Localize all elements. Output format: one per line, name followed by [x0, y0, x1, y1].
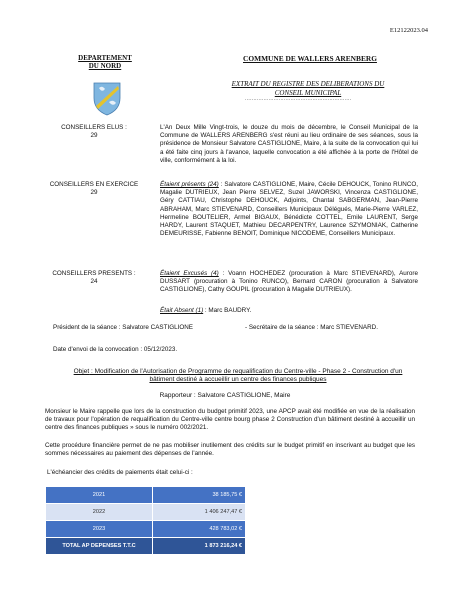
- amount-cell: 38 185,75 €: [153, 487, 246, 504]
- objet-line-2: bâtiment destiné à accueillir un centre des finances publiques: [149, 376, 327, 384]
- body-paragraph-1: Monsieur le Maire rappelle que lors de la construction du budget primitif 2023, une APCP avait été modifiée en vue de la réalisation de travaux pour l'opération de requalification du Centre-ville centre bourg phase 2 Construction d'un bâtiment destiné à accueillir un centre des finances publiques » sous le numéro 002/2021.: [45, 408, 415, 432]
- session-paragraph: L'An Deux Mille Vingt-trois, le douze du mois de décembre, le Conseil Municipal de la Commune de WALLERS ARENBERG s'est réuni au lieu ordinaire de ses séances, sous la présidence de Monsieur Salvatore CASTIGLIONE, Maire, à la suite de la convocation qui lui a été faite cinq jours à l'avance, laquelle convocation a été affichée à la porte de l'Hôtel de ville, conformément à la loi.: [160, 124, 418, 164]
- absent-heading: Était Absent (1): [160, 307, 204, 314]
- elus-label-text: CONSEILLERS ELUS :: [61, 124, 127, 131]
- dotted-separator: ...............................................................: [245, 96, 352, 102]
- present-count: 24: [90, 278, 98, 285]
- department-heading: [60, 54, 150, 70]
- absent-paragraph: [160, 307, 418, 315]
- present-label-text: CONSEILLERS PRESENTS :: [52, 270, 136, 277]
- year-cell: 2022: [46, 504, 153, 521]
- table-row: [46, 521, 246, 538]
- table-row: [46, 504, 246, 521]
- commune-heading: COMMUNE DE WALLERS ARENBERG: [243, 54, 377, 63]
- objet-text-1: : Modification de l'Autorisation de Programme de requalification du Centre-ville - Phase 2 - Construction d'un: [89, 368, 403, 375]
- objet-heading: [70, 368, 406, 385]
- excuses-paragraph: [160, 270, 418, 295]
- document-reference: E12122023.04: [389, 27, 428, 34]
- extract-line-1: EXTRAIT DU REGISTRE DES DELIBERATIONS DU: [231, 80, 385, 88]
- total-amount-cell: 1 873 216,24 €: [153, 538, 246, 555]
- presents-paragraph: [160, 181, 418, 238]
- absent-list: : Marc BAUDRY.: [204, 307, 252, 314]
- present-label: [40, 270, 148, 286]
- extract-heading: [188, 80, 428, 97]
- total-label-cell: TOTAL AP DEPENSES T.T.C: [46, 538, 153, 555]
- amount-cell: 428 783,02 €: [153, 521, 246, 538]
- president-line: Président de la séance : Salvatore CASTIGLIONE: [53, 324, 193, 331]
- objet-label: Objet: [73, 368, 90, 375]
- secretaire-line: - Secrétaire de la séance : Marc STIEVENARD.: [245, 324, 378, 331]
- presents-heading: Étaient présents (24): [160, 181, 219, 188]
- amount-cell: 1 406 247,47 €: [153, 504, 246, 521]
- body-paragraph-2: Cette procédure financière permet de ne pas mobiliser inutilement des crédits sur le budget primitif en inscrivant au budget que les sommes nécessaires au paiement des dépenses de l'année.: [45, 442, 415, 458]
- convocation-date: Date d'envoi de la convocation : 05/12/2023.: [53, 346, 178, 353]
- coat-of-arms-icon: [92, 80, 122, 116]
- department-line-1: DEPARTEMENT: [78, 54, 132, 62]
- table-row: [46, 487, 246, 504]
- exercice-count: 29: [90, 189, 98, 196]
- extract-line-2: CONSEIL MUNICIPAL: [274, 88, 342, 97]
- objet-line-1: [70, 368, 406, 376]
- elus-count: 29: [90, 132, 98, 139]
- presents-list: : Salvatore CASTIGLIONE, Maire, Cécile DEHOUCK, Tonino RUNCO, Magalie DUTRIEUX, Jean Pierre SELVEZ, Suzel JAWORSKI, Vincenza CASTIGLIONE, Géry CATTIAU, Christophe DEHOUCK, Adjoints, Chantal SABGERMAN, Jean-Pierre ABRAHAM, Marc STIEVENARD, Conseillers Municipaux Délégués, Marie-Pierre VARLEZ, Hermeline BOUTELIER, Armel BIGAUX, Bénédicte COTTEL, Emile LAURENT, Serge HARDY, Laurent STAQUET, Mathieu DECARPENTRY, Laurence SZYMONIAK, Catherine DEMEURISSE, Fabienne BENOIT, Dominique NICODEME, Conseillers Municipaux.: [160, 181, 419, 238]
- department-line-2: DU NORD: [88, 62, 122, 70]
- rapporteur: Rapporteur : Salvatore CASTIGLIONE, Maire: [159, 392, 291, 399]
- payment-schedule-table: [45, 486, 246, 555]
- year-cell: 2023: [46, 521, 153, 538]
- total-row: [46, 538, 246, 555]
- excuses-heading: Étaient Excusés (4): [160, 270, 219, 277]
- exercice-label: [40, 181, 148, 197]
- year-cell: 2021: [46, 487, 153, 504]
- exercice-label-text: CONSEILLERS EN EXERCICE: [49, 181, 139, 188]
- table-intro: L'échéancier des crédits de paiements était celui-ci :: [47, 469, 193, 476]
- excuses-list: : Voann HOCHEDEZ (procuration à Marc STIEVENARD), Aurore DUSSART (procuration à Tonino RUNCO), Bernard CARON (procuration à Salvatore CASTIGLIONE), Cathy GOUPIL (procuration à Magalie DUTRIEUX).: [160, 270, 419, 294]
- elus-label: [40, 124, 148, 140]
